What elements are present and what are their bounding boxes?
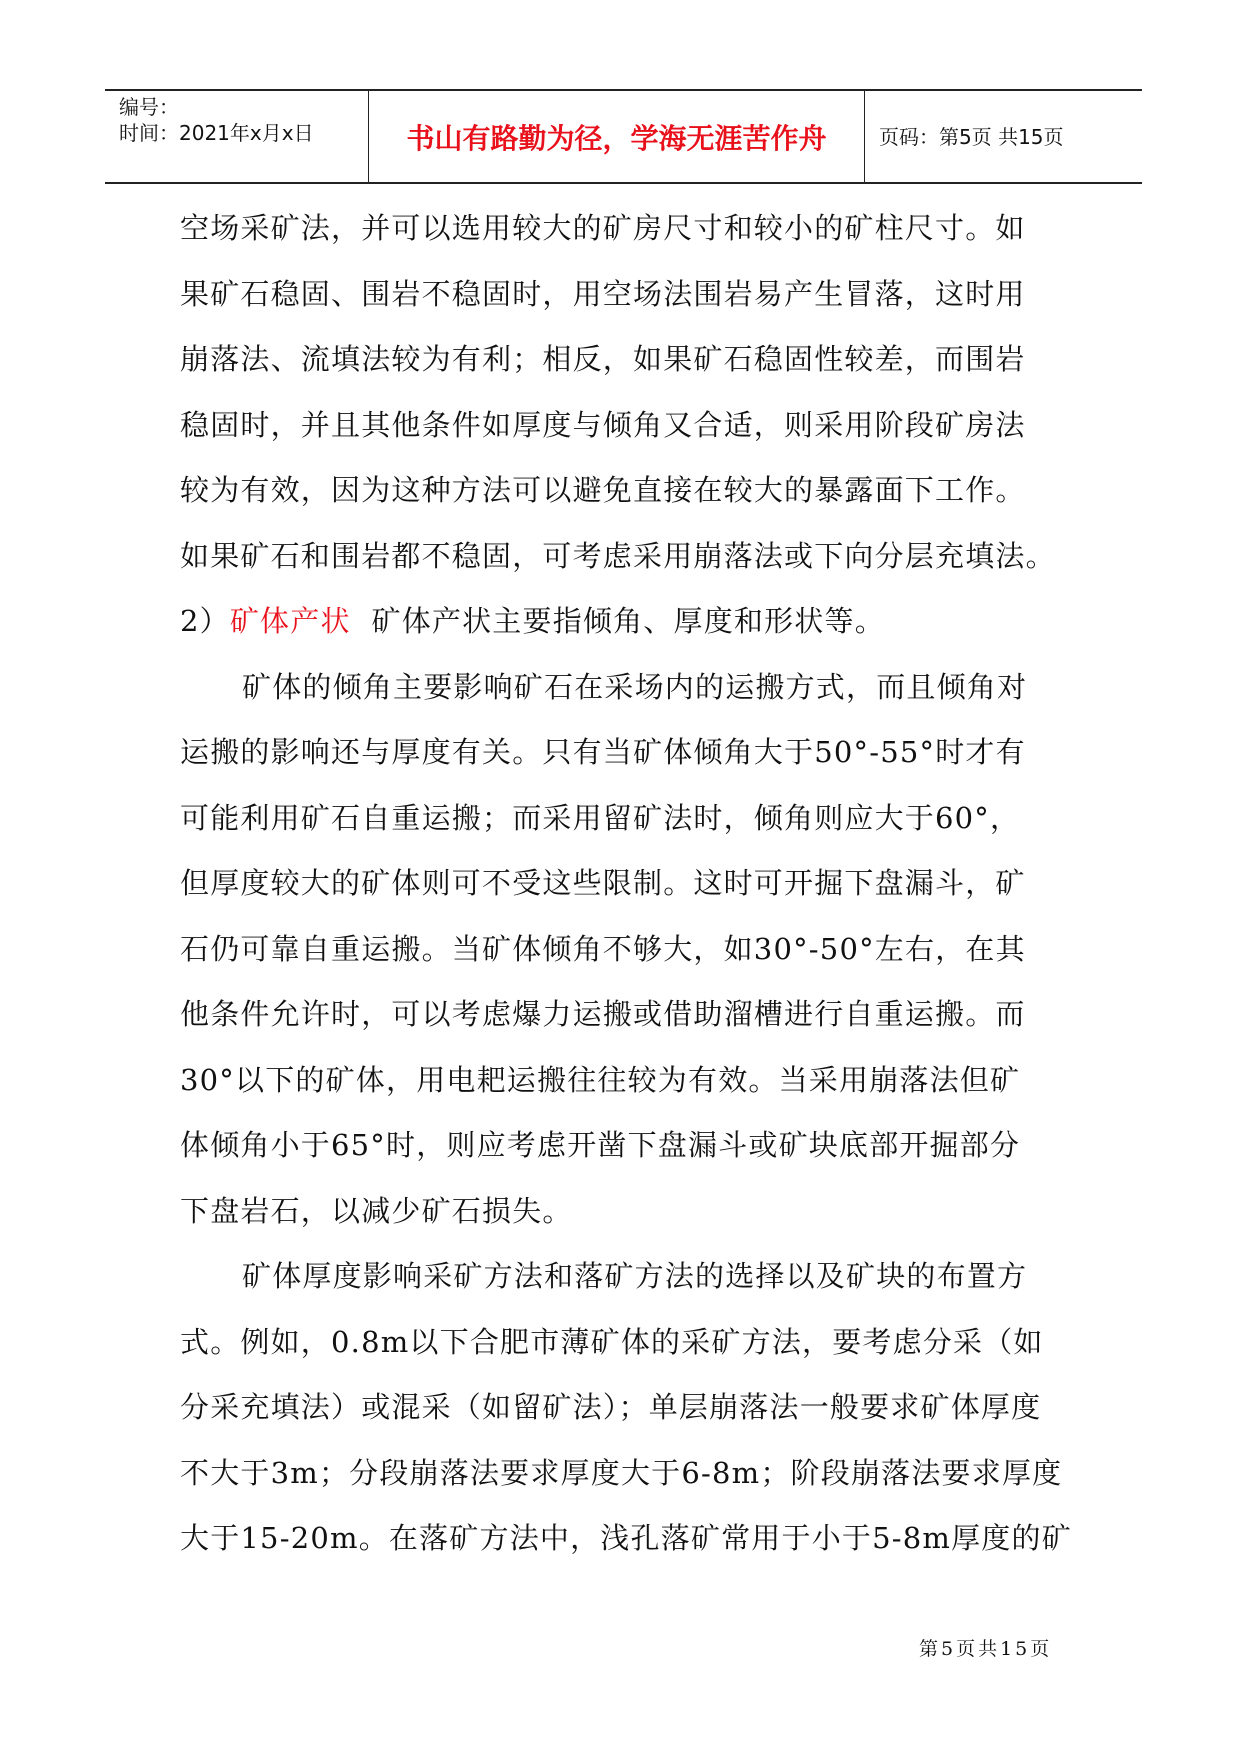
body-line: 空场采矿法，并可以选用较大的矿房尺寸和较小的矿柱尺寸。如	[180, 211, 1026, 245]
body-line: 他条件允许时，可以考虑爆力运搬或借助溜槽进行自重运搬。而	[180, 997, 1026, 1031]
motto: 书山有路勤为径，学海无涯苦作舟	[406, 122, 827, 155]
item-2-text: 矿体产状主要指倾角、厚度和形状等。	[350, 604, 885, 638]
body-line: 如果矿石和围岩都不稳固，可考虑采用崩落法或下向分层充填法。	[180, 538, 1056, 573]
header-info-cell	[105, 91, 369, 182]
body-line: 式。例如，0.8m以下合肥市薄矿体的采矿方法，要考虑分采（如	[180, 1324, 1044, 1359]
body-line: 较为有效，因为这种方法可以避免直接在较大的暴露面下工作。	[180, 473, 1026, 507]
number-label: 编号：	[119, 95, 179, 119]
item-2-heading: 矿体产状	[229, 604, 351, 638]
body-line: 体倾角小于65°时，则应考虑开凿下盘漏斗或矿块底部开掘部分	[180, 1128, 1021, 1162]
body-line: 运搬的影响还与厚度有关。只有当矿体倾角大于50°-55°时才有	[180, 735, 1026, 769]
item-2-number: 2）	[180, 604, 230, 638]
header-page-cell	[865, 91, 1142, 182]
body-line: 可能利用矿石自重运搬；而采用留矿法时，倾角则应大于60°，	[180, 800, 1021, 835]
body-line: 矿体的倾角主要影响矿石在采场内的运搬方式，而且倾角对	[242, 669, 1028, 704]
body-line: 果矿石稳固、围岩不稳固时，用空场法围岩易产生冒落，这时用	[180, 276, 1026, 311]
body-line: 30°以下的矿体，用电耙运搬往往较为有效。当采用崩落法但矿	[180, 1062, 1021, 1097]
page-label: 页码：第5页 共15页	[879, 125, 1064, 149]
item-2-line	[180, 589, 1071, 655]
page-footer: 第5页共15页	[919, 1638, 1053, 1660]
time-label: 时间：2021年x月x日	[119, 121, 314, 145]
body-line: 矿体厚度影响采矿方法和落矿方法的选择以及矿块的布置方	[242, 1259, 1028, 1293]
body-line: 大于15-20m。在落矿方法中，浅孔落矿常用于小于5-8m厚度的矿	[180, 1521, 1072, 1555]
document-header	[105, 89, 1142, 184]
header-motto-cell	[369, 91, 865, 182]
body-line: 石仍可靠自重运搬。当矿体倾角不够大，如30°-50°左右，在其	[180, 931, 1026, 966]
body-line: 稳固时，并且其他条件如厚度与倾角又合适，则采用阶段矿房法	[180, 407, 1026, 442]
document-body	[180, 196, 1071, 1572]
body-line: 但厚度较大的矿体则可不受这些限制。这时可开掘下盘漏斗，矿	[180, 866, 1026, 900]
body-line: 分采充填法）或混采（如留矿法）；单层崩落法一般要求矿体厚度	[180, 1390, 1042, 1424]
body-line: 崩落法、流填法较为有利；相反，如果矿石稳固性较差，而围岩	[180, 342, 1026, 376]
body-line: 下盘岩石，以减少矿石损失。	[180, 1193, 573, 1228]
body-line: 不大于3m；分段崩落法要求厚度大于6-8m；阶段崩落法要求厚度	[180, 1455, 1063, 1490]
